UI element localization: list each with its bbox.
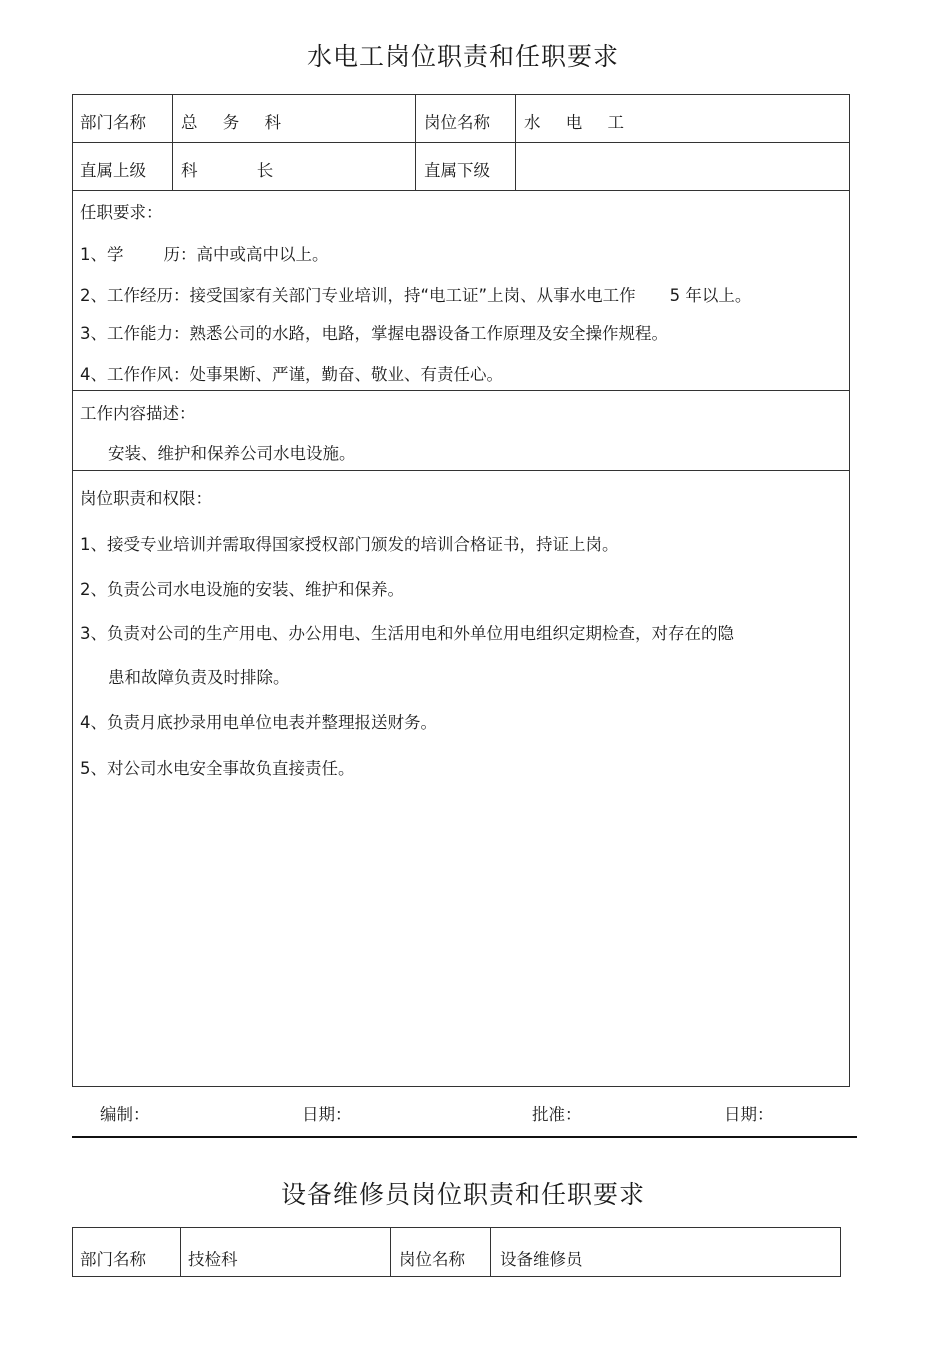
job-content-heading: 工作内容描述： bbox=[80, 404, 196, 423]
duty-item: 患和故障负责及时排除。 bbox=[108, 668, 290, 687]
table-divider bbox=[390, 1227, 391, 1277]
qualification-prefix: 4、工作作风：处事果断、严谨，勤奋、敬业、有责任心。 bbox=[80, 365, 503, 384]
duty-item: 1、接受专业培训并需取得国家授权部门颁发的培训合格证书，持证上岗。 bbox=[80, 535, 619, 554]
duty-item: 3、负责对公司的生产用电、办公用电、生活用电和外单位用电组织定期检查，对存在的隐 bbox=[80, 624, 734, 643]
post-value: 设备维修员 bbox=[500, 1250, 583, 1269]
superior-label: 直属上级 bbox=[80, 161, 146, 180]
dept-label: 部门名称 bbox=[80, 113, 146, 132]
dept-value: 总 务 科 bbox=[181, 113, 291, 132]
qualification-text: 5 年以上。 bbox=[669, 286, 752, 305]
job-content-text: 安装、维护和保养公司水电设施。 bbox=[108, 444, 356, 463]
table-divider bbox=[180, 1227, 181, 1277]
post-label: 岗位名称 bbox=[399, 1250, 465, 1269]
superior-value: 科 长 bbox=[181, 161, 301, 180]
date-label: 日期： bbox=[724, 1105, 774, 1124]
qualification-prefix: 1、学 bbox=[80, 245, 124, 264]
table-divider bbox=[172, 94, 173, 191]
table-divider bbox=[72, 470, 850, 471]
table-divider bbox=[72, 142, 850, 143]
table-divider bbox=[72, 390, 850, 391]
page-title: 水电工岗位职责和任职要求 bbox=[306, 42, 619, 71]
post-label: 岗位名称 bbox=[424, 113, 490, 132]
dept-value: 技检科 bbox=[188, 1250, 238, 1269]
qualification-item bbox=[80, 245, 329, 265]
approved-by-label: 批准： bbox=[532, 1105, 582, 1124]
compiled-by-label: 编制： bbox=[100, 1105, 150, 1124]
qualification-prefix: 3、工作能力：熟悉公司的水路，电路，掌握电器设备工作原理及安全操作规程。 bbox=[80, 324, 668, 343]
qualification-text: 历：高中或高中以上。 bbox=[163, 245, 329, 264]
table-divider bbox=[515, 94, 516, 191]
qualification-item bbox=[80, 286, 751, 306]
post-value: 水 电 工 bbox=[524, 113, 634, 132]
table-divider bbox=[72, 190, 850, 191]
section-separator bbox=[72, 1136, 857, 1138]
qualification-prefix: 2、工作经历：接受国家有关部门专业培训，持“电工证”上岗、从事水电工作 bbox=[80, 286, 636, 305]
page-title: 设备维修员岗位职责和任职要求 bbox=[280, 1180, 645, 1209]
date-label: 日期： bbox=[302, 1105, 352, 1124]
table-divider bbox=[415, 94, 416, 191]
table-divider bbox=[490, 1227, 491, 1277]
qualification-item bbox=[80, 365, 503, 385]
duty-item: 5、对公司水电安全事故负直接责任。 bbox=[80, 759, 355, 778]
qualifications-heading: 任职要求： bbox=[80, 203, 163, 222]
duty-item: 4、负责月底抄录用电单位电表并整理报送财务。 bbox=[80, 713, 437, 732]
dept-label: 部门名称 bbox=[80, 1250, 146, 1269]
subordinate-label: 直属下级 bbox=[424, 161, 490, 180]
qualification-item bbox=[80, 324, 668, 344]
duties-heading: 岗位职责和权限： bbox=[80, 489, 212, 508]
duty-item: 2、负责公司水电设施的安装、维护和保养。 bbox=[80, 580, 404, 599]
